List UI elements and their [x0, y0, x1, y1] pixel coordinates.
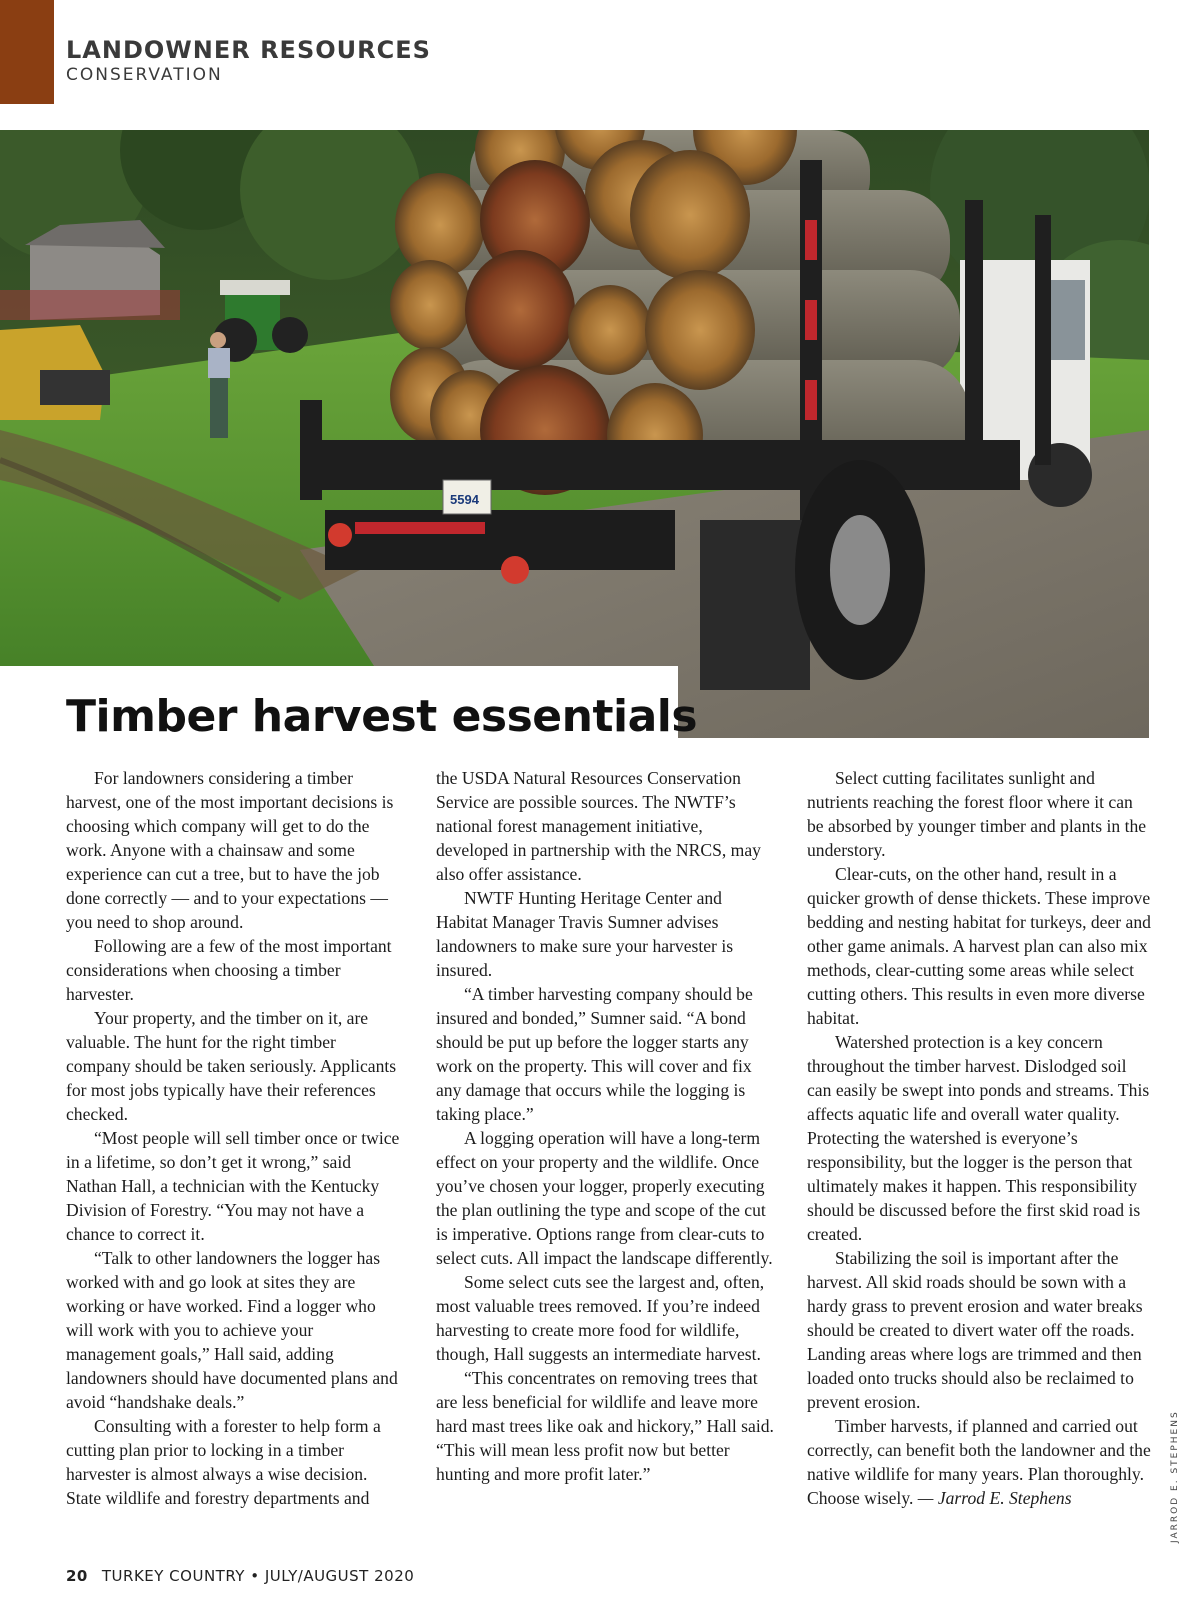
paragraph: Clear-cuts, on the other hand, result in a quicker growth of dense thickets. These improve bedding and nesting habitat for turkeys, deer and other game animals. A harvest plan can also mix methods, clear-cutting some areas while select cutting others. This results in even more diverse habitat. — [807, 864, 1151, 1028]
paragraph: A logging operation will have a long-term effect on your property and the wildlife. Once you’ve chosen your logger, properly executing the plan outlining the type and scope of the cut is imperative. Options range from clear-cuts to select cuts. All impact the landscape differently. — [436, 1128, 773, 1268]
page-footer — [66, 1567, 414, 1585]
paragraph: “A timber harvesting company should be insured and bonded,” Sumner said. “A bond should be put up before the logger starts any work on the property. This will cover and fix any damage that occurs while the logging is taking place.” — [436, 984, 753, 1124]
paragraph: Select cutting facilitates sunlight and nutrients reaching the forest floor where it can be absorbed by younger timber and plants in the understory. — [807, 768, 1147, 860]
section-header — [66, 36, 431, 86]
paragraph: Stabilizing the soil is important after the harvest. All skid roads should be sown with a hardy grass to prevent erosion and water breaks should be created to divert water off the roads. Landing areas where logs are trimmed and then loaded onto trucks should also be reclaimed to prevent erosion. — [807, 1248, 1143, 1412]
paragraph: NWTF Hunting Heritage Center and Habitat Manager Travis Sumner advises landowners to make sure your harvester is insured. — [436, 888, 734, 980]
article-column-1 — [66, 766, 404, 1510]
article-column-2 — [436, 766, 776, 1486]
paragraph: Your property, and the timber on it, are valuable. The hunt for the right timber company should be taken seriously. Applicants for most jobs typically have their references checked. — [66, 1008, 397, 1124]
log-truck-photo — [0, 130, 1149, 738]
paragraph: “This concentrates on removing trees that are less beneficial for wildlife and leave more hard mast trees like oak and hickory,” Hall said. “This will mean less profit now but better hunting and more profit later.” — [436, 1368, 774, 1484]
page-number: 20 — [66, 1567, 88, 1585]
section-title: LANDOWNER RESOURCES — [66, 36, 431, 64]
license-plate: 5594 — [450, 492, 479, 507]
article-headline: Timber harvest essentials — [66, 691, 698, 742]
paragraph: Consulting with a forester to help form a cutting plan prior to locking in a timber harvester is almost always a wise decision. State wildlife and forestry departments and — [66, 1416, 381, 1508]
publication-info: TURKEY COUNTRY • JULY/AUGUST 2020 — [101, 1567, 415, 1585]
section-subtitle: CONSERVATION — [66, 65, 223, 85]
paragraph: For landowners considering a timber harvest, one of the most important decisions is choosing which company will get to do the work. Anyone with a chainsaw and some experience can cut a tree, but to have the job done correctly — and to your expectations — you need to shop around. — [66, 768, 394, 932]
closing-text: Timber harvests, if planned and carried out correctly, can benefit both the landowner and the native wildlife for many years. Plan thoroughly. Choose wisely. — [807, 1416, 1151, 1508]
section-color-tab — [0, 0, 54, 104]
paragraph: Watershed protection is a key concern throughout the timber harvest. Dislodged soil can easily be swept into ponds and streams. This affects aquatic life and overall water quality. Protecting the watershed is everyone’s responsibility, but the logger is the person that ultimately makes it happen. This responsibility should be discussed before the first skid road is created. — [807, 1032, 1150, 1244]
article-column-3 — [807, 766, 1152, 1510]
author-byline: — Jarrod E. Stephens — [917, 1488, 1072, 1508]
closing-paragraph — [807, 1414, 1152, 1510]
paragraph: “Most people will sell timber once or twice in a lifetime, so don’t get it wrong,” said Nathan Hall, a technician with the Kentucky Division of Forestry. “You may not have a chance to correct it. — [66, 1128, 400, 1244]
paragraph-continued: the USDA Natural Resources Conservation Service are possible sources. The NWTF’s national forest management initiative, developed in partnership with the NRCS, may also offer assistance. — [436, 768, 761, 884]
paragraph: Following are a few of the most important considerations when choosing a timber harvester. — [66, 936, 392, 1004]
paragraph: Some select cuts see the largest and, often, most valuable trees removed. If you’re indeed harvesting to create more food for wildlife, though, Hall suggests an intermediate harvest. — [436, 1272, 765, 1364]
paragraph: “Talk to other landowners the logger has worked with and go look at sites they are working or have worked. Find a logger who will work with you to achieve your management goals,” Hall said, adding landowners should have documented plans and avoid “handshake deals.” — [66, 1248, 398, 1412]
photo-credit: JARROD E. STEPHENS — [1170, 1410, 1180, 1543]
